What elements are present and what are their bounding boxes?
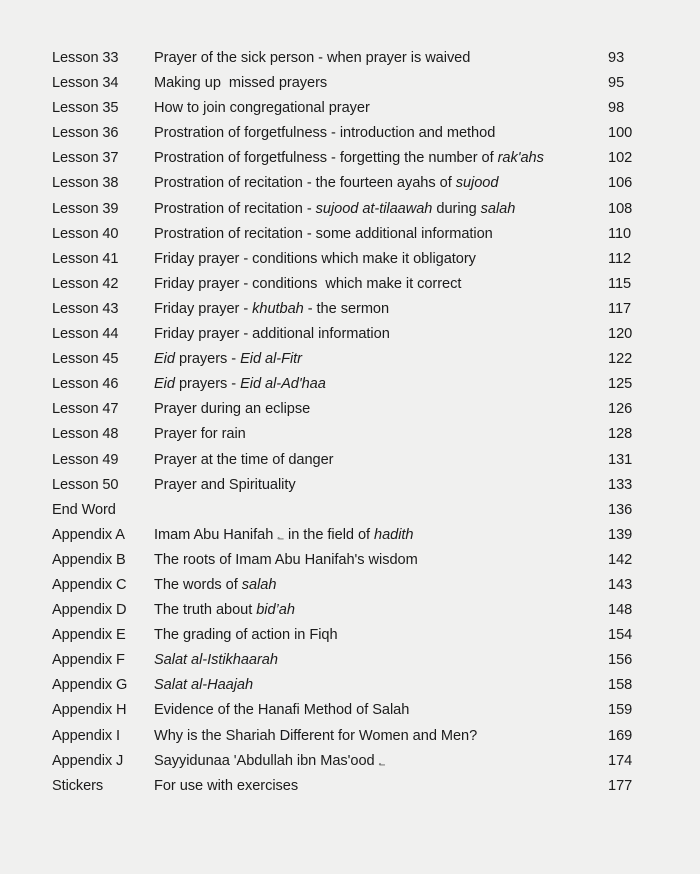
toc-entry-page-number: 154 (608, 627, 633, 644)
toc-row[interactable] (52, 146, 662, 171)
toc-row[interactable] (52, 724, 662, 749)
toc-entry-title: Eid prayers - Eid al-Ad'haa (154, 376, 326, 393)
toc-row-list (52, 46, 662, 799)
toc-title-italic-term: salah (241, 576, 277, 593)
toc-entry-page-number: 159 (608, 702, 633, 719)
toc-row[interactable] (52, 749, 662, 774)
toc-title-italic-term: Salat al-Haajah (154, 677, 254, 694)
toc-title-italic-term: Eid al-Fitr (240, 351, 302, 368)
honorific-ornament-icon: ؂ (277, 528, 285, 541)
toc-entry-label: Lesson 37 (52, 150, 119, 167)
toc-entry-page-number: 106 (608, 175, 633, 192)
toc-entry-label: Appendix G (52, 677, 128, 694)
toc-entry-label: Lesson 42 (52, 275, 119, 292)
toc-entry-label: Appendix F (52, 652, 125, 669)
toc-row[interactable] (52, 247, 662, 272)
toc-entry-page-number: 128 (608, 426, 633, 443)
toc-entry-title: Prostration of forgetfulness - forgetting the number of rak'ahs (154, 150, 544, 167)
toc-entry-label: Lesson 46 (52, 376, 119, 393)
toc-entry-title: Prayer of the sick person - when prayer is waived (154, 50, 471, 66)
toc-row[interactable] (52, 598, 662, 623)
toc-row[interactable] (52, 171, 662, 196)
toc-title-italic-term: Eid (154, 376, 175, 393)
toc-entry-title: The grading of action in Fiqh (154, 627, 338, 644)
toc-entry-title: The words of salah (154, 576, 277, 593)
toc-row[interactable] (52, 448, 662, 473)
toc-row[interactable] (52, 623, 662, 648)
toc-row[interactable] (52, 372, 662, 397)
toc-row[interactable] (52, 498, 662, 523)
toc-entry-page-number: 125 (608, 376, 633, 393)
toc-entry-page-number: 158 (608, 677, 633, 694)
toc-entry-page-number: 100 (608, 125, 633, 142)
toc-entry-label: Lesson 36 (52, 125, 119, 142)
toc-row[interactable] (52, 397, 662, 422)
toc-entry-title: For use with exercises (154, 777, 299, 794)
toc-entry-label: End Word (52, 501, 116, 518)
toc-row[interactable] (52, 347, 662, 372)
toc-entry-page-number: 156 (608, 652, 633, 669)
toc-entry-label: Lesson 40 (52, 225, 119, 242)
toc-entry-title: Prayer at the time of danger (154, 451, 334, 468)
toc-title-italic-term: sujood at-tilaawah (315, 200, 433, 217)
toc-entry-label: Appendix E (52, 627, 126, 644)
toc-entry-label: Lesson 38 (52, 175, 119, 192)
toc-entry-title (154, 673, 608, 698)
toc-entry-title: Evidence of the Hanafi Method of Salah (154, 702, 410, 719)
toc-entry-page-number: 169 (608, 727, 633, 744)
toc-entry-page-number: 174 (608, 752, 633, 769)
honorific-ornament-icon: ؂ (378, 754, 386, 767)
toc-entry-page-number: 120 (608, 326, 633, 343)
toc-entry-page-number: 115 (608, 275, 632, 292)
toc-entry-page-number: 117 (608, 300, 632, 317)
toc-entry-page-number: 93 (608, 50, 625, 66)
toc-entry-title: Why is the Shariah Different for Women and Men? (154, 727, 478, 744)
toc-entry-title: Eid prayers - Eid al-Fitr (154, 351, 302, 368)
toc-entry-title: Friday prayer - conditions which make it correct (154, 275, 462, 292)
toc-entry-title: Prostration of recitation - sujood at-tilaawah during salah (154, 200, 516, 217)
toc-entry-title: The roots of Imam Abu Hanifah's wisdom (154, 551, 418, 568)
toc-title-italic-term: hadith (374, 526, 414, 543)
toc-entry-title: Friday prayer - conditions which make it obligatory (154, 250, 476, 267)
toc-entry-label: Appendix I (52, 727, 120, 744)
toc-entry-label: Appendix A (52, 526, 125, 543)
toc-row[interactable] (52, 422, 662, 447)
toc-title-italic-term: Eid al-Ad'haa (240, 376, 326, 393)
toc-entry-title: How to join congregational prayer (154, 100, 370, 117)
toc-row[interactable] (52, 322, 662, 347)
toc-row[interactable] (52, 673, 662, 698)
toc-entry-label: Lesson 35 (52, 100, 119, 117)
toc-entry-page-number: 143 (608, 576, 633, 593)
toc-entry-label: Stickers (52, 777, 104, 794)
toc-entry-label: Lesson 45 (52, 351, 119, 368)
toc-row[interactable] (52, 523, 662, 548)
toc-entry-title: Prostration of forgetfulness - introduction and method (154, 125, 496, 142)
toc-entry-label: Lesson 33 (52, 50, 119, 66)
toc-entry-title: Friday prayer - additional information (154, 326, 390, 343)
toc-entry-label: Lesson 47 (52, 401, 119, 418)
toc-entry-page-number: 112 (608, 250, 632, 267)
toc-entry-page-number: 126 (608, 401, 633, 418)
toc-row[interactable] (52, 548, 662, 573)
toc-title-italic-term: khutbah (252, 300, 304, 317)
toc-entry-label: Appendix H (52, 702, 127, 719)
toc-title-italic-term: Eid (154, 351, 175, 368)
toc-entry-label: Lesson 48 (52, 426, 119, 443)
toc-entry-title: The truth about bid’ah (154, 602, 295, 619)
toc-entry-page-number: 142 (608, 551, 633, 568)
toc-entry-title: Prostration of recitation - some additional information (154, 225, 493, 242)
toc-title-italic-term: sujood (455, 175, 499, 192)
toc-entry-page-number: 136 (608, 501, 633, 518)
toc-entry-page-number: 177 (608, 777, 633, 794)
toc-row[interactable] (52, 698, 662, 723)
toc-row[interactable] (52, 774, 662, 799)
toc-title-italic-term: rak'ahs (497, 150, 544, 167)
toc-entry-label: Lesson 34 (52, 75, 119, 92)
toc-entry-title: Prayer for rain (154, 426, 246, 443)
toc-row[interactable] (52, 121, 662, 146)
toc-row[interactable] (52, 46, 662, 71)
toc-entry-page-number: 98 (608, 100, 625, 117)
toc-entry-label: Lesson 41 (52, 250, 119, 267)
toc-row[interactable] (52, 272, 662, 297)
toc-entry-label: Lesson 44 (52, 326, 119, 343)
toc-entry-label: Lesson 43 (52, 300, 119, 317)
toc-entry-page-number: 148 (608, 602, 633, 619)
toc-entry-title: Friday prayer - khutbah - the sermon (154, 300, 390, 317)
toc-row[interactable] (52, 473, 662, 498)
toc-title-italic-term: Salat al-Istikhaarah (154, 652, 278, 669)
toc-row[interactable] (52, 71, 662, 96)
toc-row[interactable] (52, 297, 662, 322)
toc-entry-label: Appendix D (52, 602, 127, 619)
toc-entry-page-number: 139 (608, 526, 633, 543)
toc-entry-page-number: 133 (608, 476, 633, 493)
toc-entry-title: Making up missed prayers (154, 75, 328, 92)
toc-entry-title: Prostration of recitation - the fourteen ayahs of sujood (154, 175, 499, 192)
toc-title-italic-term: bid’ah (256, 602, 295, 619)
toc-entry-label: Appendix C (52, 576, 127, 593)
toc-entry-page-number: 122 (608, 351, 633, 368)
toc-entry-title: Imam Abu Hanifah ؂ in the field of hadith (154, 523, 608, 549)
toc-row[interactable] (52, 573, 662, 598)
toc-entry-label: Appendix J (52, 752, 124, 769)
toc-entry-label: Lesson 50 (52, 476, 119, 493)
toc-entry-title (154, 648, 608, 673)
toc-title-italic-term: salah (480, 200, 516, 217)
toc-entry-page-number: 95 (608, 75, 625, 92)
toc-entry-title: Sayyidunaa 'Abdullah ibn Mas'ood ؂ (154, 749, 608, 775)
toc-row[interactable] (52, 222, 662, 247)
toc-entry-label: Appendix B (52, 551, 126, 568)
toc-entry-page-number: 131 (608, 451, 633, 468)
toc-entry-page-number: 110 (608, 225, 632, 242)
toc-entry-label: Lesson 39 (52, 200, 119, 217)
toc-entry-page-number: 108 (608, 200, 633, 217)
toc-row[interactable] (52, 648, 662, 673)
toc-row[interactable] (52, 96, 662, 121)
toc-entry-page-number: 102 (608, 150, 633, 167)
toc-row[interactable] (52, 197, 662, 222)
toc-entry-label: Lesson 49 (52, 451, 119, 468)
toc-entry-title: Prayer and Spirituality (154, 476, 296, 493)
toc-entry-title: Prayer during an eclipse (154, 401, 311, 418)
